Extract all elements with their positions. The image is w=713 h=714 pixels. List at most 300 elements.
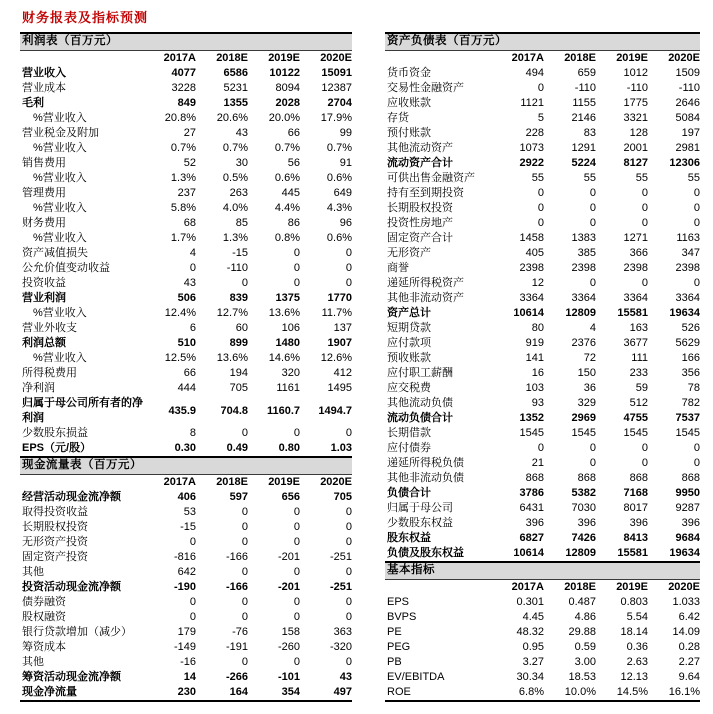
cell-value: 20.6% xyxy=(216,112,248,124)
cell-value: 59 xyxy=(635,382,648,394)
row-label: 应付债券 xyxy=(387,442,431,454)
cell-value: 0 xyxy=(589,277,596,289)
cell-value: 0 xyxy=(345,656,352,668)
cell-value: 194 xyxy=(229,367,248,379)
cell-value: 179 xyxy=(177,626,196,638)
year-header: 2018E xyxy=(216,52,248,64)
table-row xyxy=(385,141,700,156)
table-row xyxy=(385,66,700,81)
cell-value: 1907 xyxy=(327,337,352,349)
cell-value: 8413 xyxy=(623,532,648,544)
cell-value: 166 xyxy=(681,352,700,364)
cell-value: 16.1% xyxy=(668,686,700,698)
cell-value: 356 xyxy=(681,367,700,379)
cell-value: 868 xyxy=(577,472,596,484)
year-header: 2019E xyxy=(268,52,300,64)
cell-value: 868 xyxy=(525,472,544,484)
cell-value: 659 xyxy=(577,67,596,79)
cell-value: 7030 xyxy=(571,502,596,514)
row-label: 投资收益 xyxy=(22,277,66,289)
table-row xyxy=(20,111,352,126)
cell-value: 0 xyxy=(241,277,248,289)
cell-value: 85 xyxy=(235,217,248,229)
cell-value: 78 xyxy=(687,382,700,394)
key-metrics-table xyxy=(385,580,700,702)
cell-value: -110 xyxy=(226,262,248,274)
cell-value: 0.7% xyxy=(274,142,300,154)
cell-value: 3.27 xyxy=(522,656,544,668)
table-row xyxy=(20,126,352,141)
cell-value: -266 xyxy=(225,671,248,683)
cell-value: 2646 xyxy=(675,97,700,109)
row-label: 资产总计 xyxy=(387,307,431,319)
table-row xyxy=(385,96,700,111)
cell-value: 55 xyxy=(635,172,648,184)
right-column xyxy=(385,32,700,702)
table-row xyxy=(385,546,700,561)
cell-value: 0.95 xyxy=(522,641,544,653)
cell-value: 445 xyxy=(281,187,300,199)
row-label: 长期借款 xyxy=(387,427,431,439)
row-label: 交易性金融资产 xyxy=(387,82,464,94)
cell-value: 9287 xyxy=(675,502,700,514)
row-label: 少数股东损益 xyxy=(22,427,88,439)
cell-value: 2.27 xyxy=(678,656,700,668)
cell-value: 36 xyxy=(583,382,596,394)
cell-value: 6.8% xyxy=(518,686,544,698)
table-row xyxy=(385,306,700,321)
cell-value: 0 xyxy=(189,596,196,608)
cell-value: 230 xyxy=(177,686,196,698)
cell-value: 18.14 xyxy=(620,626,648,638)
cell-value: 0 xyxy=(345,277,352,289)
income-statement-table xyxy=(20,51,352,456)
cell-value: 19634 xyxy=(669,547,700,559)
cell-value: 5084 xyxy=(675,112,700,124)
cell-value: 3786 xyxy=(519,487,544,499)
cell-value: 55 xyxy=(531,172,544,184)
cell-value: 83 xyxy=(583,127,596,139)
cell-value: 2376 xyxy=(571,337,596,349)
cell-value: 10.0% xyxy=(564,686,596,698)
year-header: 2018E xyxy=(564,581,596,593)
cell-value: 2398 xyxy=(519,262,544,274)
table-row xyxy=(385,231,700,246)
cell-value: 0 xyxy=(241,611,248,623)
cell-value: 56 xyxy=(287,157,300,169)
table-row xyxy=(20,141,352,156)
page-title: 财务报表及指标预测 xyxy=(22,10,149,25)
cell-value: -251 xyxy=(329,581,352,593)
cell-value: 1458 xyxy=(519,232,544,244)
cell-value: 7168 xyxy=(623,487,648,499)
cell-value: 9684 xyxy=(675,532,700,544)
cell-value: -110 xyxy=(574,82,596,94)
table-row xyxy=(20,505,352,520)
cell-value: 5382 xyxy=(571,487,596,499)
table-row xyxy=(385,426,700,441)
cell-value: 0.6% xyxy=(326,172,352,184)
year-header: 2019E xyxy=(616,52,648,64)
cell-value: 111 xyxy=(631,352,648,364)
row-label: 投资活动现金流净额 xyxy=(22,581,121,593)
year-header-row xyxy=(20,475,352,490)
cell-value: 396 xyxy=(629,517,648,529)
row-label: 归属于母公司所有者的净利润 xyxy=(22,397,143,424)
cell-value: 228 xyxy=(525,127,544,139)
section-header-income-statement xyxy=(20,32,352,51)
cell-value: 48.32 xyxy=(516,626,544,638)
cell-value: 12809 xyxy=(565,307,596,319)
table-row xyxy=(385,186,700,201)
cell-value: 3.00 xyxy=(574,656,596,668)
table-row xyxy=(20,216,352,231)
cell-value: -201 xyxy=(277,551,300,563)
cell-value: 0 xyxy=(641,202,648,214)
table-row xyxy=(385,531,700,546)
year-header: 2019E xyxy=(268,476,300,488)
table-row xyxy=(385,610,700,625)
table-row xyxy=(385,456,700,471)
cell-value: 0 xyxy=(345,536,352,548)
cell-value: 55 xyxy=(687,172,700,184)
cell-value: 15581 xyxy=(617,307,648,319)
row-label: 其他非流动资产 xyxy=(387,292,464,304)
row-label: 筹资成本 xyxy=(22,641,66,653)
table-row xyxy=(385,246,700,261)
cell-value: 2146 xyxy=(571,112,596,124)
cell-value: 66 xyxy=(183,367,196,379)
cell-value: 2398 xyxy=(623,262,648,274)
cell-value: 0 xyxy=(189,262,196,274)
cell-value: 0 xyxy=(641,217,648,229)
row-label: 流动资产合计 xyxy=(387,157,453,169)
cell-value: 0 xyxy=(345,596,352,608)
cell-value: 12306 xyxy=(669,157,700,169)
cell-value: 1155 xyxy=(572,97,596,109)
section-title: 基本指标 xyxy=(387,564,435,576)
row-label: 所得税费用 xyxy=(22,367,77,379)
cell-value: 7426 xyxy=(571,532,596,544)
table-row xyxy=(20,381,352,396)
cell-value: 0 xyxy=(589,457,596,469)
cell-value: 0.7% xyxy=(222,142,248,154)
cell-value: 320 xyxy=(281,367,300,379)
cell-value: 2981 xyxy=(675,142,700,154)
cell-value: 494 xyxy=(525,67,544,79)
table-row xyxy=(20,261,352,276)
cell-value: 4.45 xyxy=(522,611,544,623)
cell-value: 55 xyxy=(583,172,596,184)
cell-value: 0 xyxy=(293,247,300,259)
table-row xyxy=(20,441,352,456)
row-label: 少数股东权益 xyxy=(387,517,453,529)
cell-value: 1495 xyxy=(327,382,352,394)
row-label: 负债合计 xyxy=(387,487,431,499)
cell-value: 919 xyxy=(525,337,544,349)
cell-value: 164 xyxy=(229,686,248,698)
cell-value: 0.59 xyxy=(574,641,596,653)
cell-value: 3364 xyxy=(519,292,544,304)
cell-value: 1271 xyxy=(623,232,648,244)
row-label: 其他 xyxy=(22,656,44,668)
empty-corner-cell xyxy=(385,580,492,595)
table-row xyxy=(385,516,700,531)
row-label: 递延所得税资产 xyxy=(387,277,464,289)
cell-value: 14 xyxy=(183,671,196,683)
row-label: 营业利润 xyxy=(22,292,66,304)
cell-value: 0.30 xyxy=(174,442,196,454)
cell-value: 0.487 xyxy=(568,596,596,608)
cell-value: 2028 xyxy=(275,97,300,109)
cell-value: 0 xyxy=(589,217,596,229)
cell-value: 6.42 xyxy=(678,611,700,623)
cell-value: 86 xyxy=(287,217,300,229)
cell-value: -15 xyxy=(180,521,196,533)
table-row xyxy=(20,66,352,81)
cell-value: 0.7% xyxy=(170,142,196,154)
section-title: 利润表（百万元） xyxy=(22,35,118,47)
row-label: %营业收入 xyxy=(33,112,87,124)
table-row xyxy=(20,610,352,625)
cell-value: 0 xyxy=(589,202,596,214)
table-row xyxy=(385,655,700,670)
row-label: 财务费用 xyxy=(22,217,66,229)
table-row xyxy=(20,396,352,426)
cell-value: 13.6% xyxy=(216,352,248,364)
cell-value: 347 xyxy=(681,247,700,259)
row-label: 无形资产投资 xyxy=(22,536,88,548)
row-label: 其他 xyxy=(22,566,44,578)
cell-value: 412 xyxy=(333,367,352,379)
empty-corner-cell xyxy=(20,51,144,66)
year-header: 2018E xyxy=(216,476,248,488)
cell-value: 14.5% xyxy=(616,686,648,698)
row-label: EPS（元/股） xyxy=(22,442,92,454)
row-label: 股东权益 xyxy=(387,532,431,544)
cell-value: 354 xyxy=(281,686,300,698)
cell-value: 12.4% xyxy=(164,307,196,319)
row-label: ROE xyxy=(387,686,411,698)
cell-value: 0 xyxy=(693,457,700,469)
cell-value: 6 xyxy=(189,322,196,334)
cell-value: 849 xyxy=(177,97,196,109)
cell-value: 16 xyxy=(531,367,544,379)
cell-value: 14.09 xyxy=(672,626,700,638)
cell-value: 839 xyxy=(229,292,248,304)
table-row xyxy=(385,351,700,366)
cell-value: 1160.7 xyxy=(266,404,300,417)
cell-value: 1163 xyxy=(676,232,700,244)
row-label: 营业税金及附加 xyxy=(22,127,99,139)
row-label: 毛利 xyxy=(22,97,44,109)
cell-value: 868 xyxy=(629,472,648,484)
row-label: 管理费用 xyxy=(22,187,66,199)
table-row xyxy=(20,655,352,670)
cell-value: 497 xyxy=(333,686,352,698)
row-label: 其他非流动负债 xyxy=(387,472,464,484)
cell-value: 18.53 xyxy=(568,671,596,683)
cell-value: -110 xyxy=(678,82,700,94)
cell-value: 0.7% xyxy=(326,142,352,154)
cell-value: 8127 xyxy=(623,157,648,169)
cell-value: 68 xyxy=(183,217,196,229)
row-label: 长期股权投资 xyxy=(387,202,453,214)
cell-value: 1355 xyxy=(223,97,248,109)
cell-value: 0.28 xyxy=(678,641,700,653)
cell-value: 597 xyxy=(229,491,248,503)
cell-value: 1775 xyxy=(623,97,648,109)
cell-value: 0 xyxy=(345,247,352,259)
empty-corner-cell xyxy=(20,475,144,490)
row-label: 银行贷款增加（减少） xyxy=(22,626,132,638)
cell-value: 396 xyxy=(681,517,700,529)
cell-value: 8 xyxy=(189,427,196,439)
cell-value: -201 xyxy=(277,581,300,593)
cell-value: 10614 xyxy=(513,307,544,319)
row-label: 取得投资收益 xyxy=(22,506,88,518)
cell-value: 0 xyxy=(293,262,300,274)
cell-value: 649 xyxy=(333,187,352,199)
row-label: PB xyxy=(387,656,402,668)
cell-value: 3677 xyxy=(623,337,648,349)
cell-value: 0 xyxy=(293,277,300,289)
cell-value: 2704 xyxy=(327,97,352,109)
cell-value: 5.54 xyxy=(626,611,648,623)
cell-value: 510 xyxy=(177,337,196,349)
cell-value: 0 xyxy=(537,82,544,94)
row-label: %营业收入 xyxy=(33,307,87,319)
year-header: 2018E xyxy=(564,52,596,64)
cell-value: -101 xyxy=(277,671,300,683)
cell-value: 406 xyxy=(177,491,196,503)
cell-value: 0 xyxy=(693,277,700,289)
table-row xyxy=(385,291,700,306)
cell-value: 6827 xyxy=(519,532,544,544)
cell-value: 642 xyxy=(177,566,196,578)
cell-value: 1.03 xyxy=(330,442,352,454)
cell-value: 705 xyxy=(229,382,248,394)
cell-value: 103 xyxy=(525,382,544,394)
row-label: 其他流动资产 xyxy=(387,142,453,154)
cell-value: 444 xyxy=(177,382,196,394)
cell-value: 0 xyxy=(293,427,300,439)
cell-value: 0.803 xyxy=(620,596,648,608)
table-row xyxy=(385,595,700,610)
cell-value: 0 xyxy=(693,217,700,229)
cell-value: 705 xyxy=(333,491,352,503)
row-label: 应付职工薪酬 xyxy=(387,367,453,379)
table-row xyxy=(20,351,352,366)
row-label: 其他流动负债 xyxy=(387,397,453,409)
cell-value: 0 xyxy=(345,262,352,274)
cell-value: 141 xyxy=(525,352,544,364)
cell-value: 4.4% xyxy=(274,202,300,214)
section-header-key-metrics xyxy=(385,561,700,580)
row-label: 营业收入 xyxy=(22,67,66,79)
cell-value: 263 xyxy=(229,187,248,199)
row-label: 利润总额 xyxy=(22,337,66,349)
cell-value: 137 xyxy=(333,322,352,334)
cell-value: 43 xyxy=(235,127,248,139)
cell-value: 3321 xyxy=(623,112,648,124)
row-label: 经营活动现金流净额 xyxy=(22,491,121,503)
row-label: %营业收入 xyxy=(33,202,87,214)
row-label: %营业收入 xyxy=(33,172,87,184)
cell-value: 0 xyxy=(537,442,544,454)
cell-value: 1545 xyxy=(519,427,544,439)
row-label: 股权融资 xyxy=(22,611,66,623)
cell-value: 4 xyxy=(189,247,196,259)
table-row xyxy=(385,276,700,291)
cell-value: 396 xyxy=(577,517,596,529)
cell-value: 10614 xyxy=(513,547,544,559)
table-row xyxy=(385,625,700,640)
table-row xyxy=(20,426,352,441)
cell-value: 8094 xyxy=(275,82,300,94)
table-row xyxy=(385,441,700,456)
row-label: %营业收入 xyxy=(33,352,87,364)
cell-value: -251 xyxy=(329,551,352,563)
cell-value: 14.6% xyxy=(268,352,300,364)
table-row xyxy=(385,685,700,701)
cell-value: 0 xyxy=(241,521,248,533)
table-row xyxy=(20,276,352,291)
cell-value: -166 xyxy=(225,551,248,563)
table-row xyxy=(20,231,352,246)
table-row xyxy=(20,321,352,336)
row-label: 固定资产合计 xyxy=(387,232,453,244)
cell-value: 12.5% xyxy=(164,352,196,364)
table-row xyxy=(20,580,352,595)
cell-value: 163 xyxy=(629,322,648,334)
table-row xyxy=(385,156,700,171)
row-label: 销售费用 xyxy=(22,157,66,169)
table-row xyxy=(20,595,352,610)
cell-value: 363 xyxy=(333,626,352,638)
cell-value: -190 xyxy=(173,581,196,593)
cell-value: 2.63 xyxy=(626,656,648,668)
cell-value: 6586 xyxy=(223,67,248,79)
cell-value: 656 xyxy=(281,491,300,503)
cell-value: 60 xyxy=(235,322,248,334)
cell-value: 106 xyxy=(281,322,300,334)
cell-value: 0 xyxy=(293,521,300,533)
row-label: 流动负债合计 xyxy=(387,412,453,424)
row-label: 负债及股东权益 xyxy=(387,547,464,559)
cell-value: 1545 xyxy=(623,427,648,439)
left-column xyxy=(20,32,352,702)
cell-value: 43 xyxy=(183,277,196,289)
table-row xyxy=(20,336,352,351)
cell-value: 0 xyxy=(641,187,648,199)
cell-value: 80 xyxy=(531,322,544,334)
cell-value: 0 xyxy=(241,656,248,668)
cell-value: 1545 xyxy=(675,427,700,439)
year-header-row xyxy=(385,51,700,66)
cell-value: 6431 xyxy=(519,502,544,514)
cell-value: 5224 xyxy=(571,157,596,169)
row-label: 长期股权投资 xyxy=(22,521,88,533)
cell-value: 13.6% xyxy=(268,307,300,319)
balance-sheet-table xyxy=(385,51,700,561)
table-row xyxy=(385,486,700,501)
table-row xyxy=(385,411,700,426)
cell-value: 0 xyxy=(589,442,596,454)
cell-value: 0 xyxy=(241,536,248,548)
cell-value: 0.80 xyxy=(278,442,300,454)
cell-value: 4077 xyxy=(171,67,196,79)
